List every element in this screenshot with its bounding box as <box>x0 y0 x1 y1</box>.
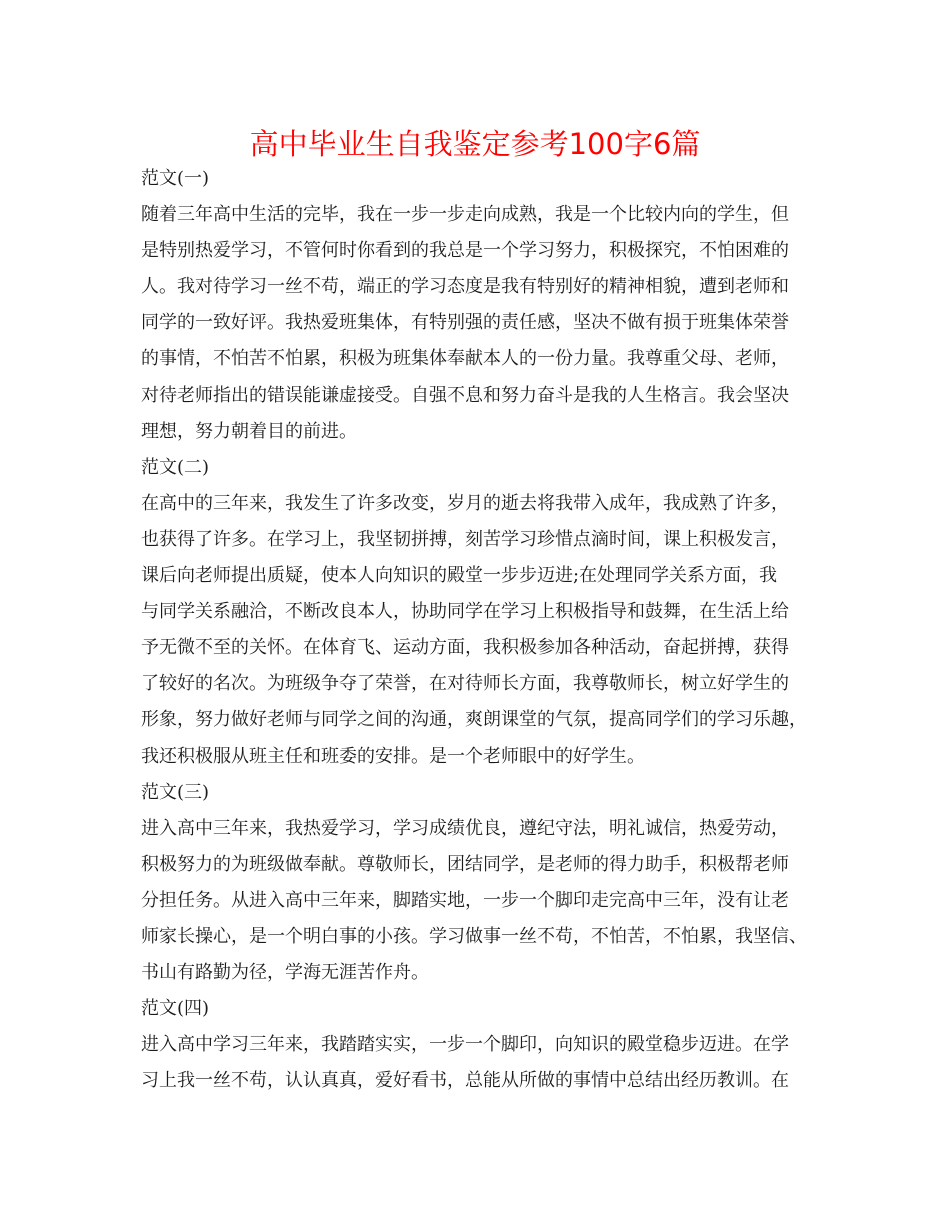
paragraph-line: 了较好的名次。为班级争夺了荣誉，在对待师长方面，我尊敬师长，树立好学生的 <box>141 673 789 695</box>
section-heading: 范文(三) <box>141 781 210 803</box>
section-heading: 范文(一) <box>141 168 210 189</box>
paragraph-line: 也获得了许多。在学习上，我坚韧拼搏，刻苦学习珍惜点滴时间，课上积极发言， <box>141 528 789 550</box>
paragraph-line: 分担任务。从进入高中三年来，脚踏实地，一步一个脚印走完高中三年，没有让老 <box>141 889 789 911</box>
paragraph-line: 课后向老师提出质疑，使本人向知识的殿堂一步步迈进;在处理同学关系方面，我 <box>141 565 778 587</box>
paragraph-line: 与同学关系融洽，不断改良本人，协助同学在学习上积极指导和鼓舞，在生活上给 <box>141 601 789 623</box>
paragraph-line: 随着三年高中生活的完毕，我在一步一步走向成熟，我是一个比较内向的学生，但 <box>141 204 789 226</box>
paragraph-line: 理想，努力朝着目的前进。 <box>141 420 357 442</box>
paragraph-line: 师家长操心，是一个明白事的小孩。学习做事一丝不苟，不怕苦，不怕累，我坚信、 <box>141 925 807 947</box>
paragraph-line: 书山有路勤为径，学海无涯苦作舟。 <box>141 962 429 984</box>
paragraph-line: 习上我一丝不苟，认认真真，爱好看书，总能从所做的事情中总结出经历教训。在 <box>141 1070 789 1092</box>
paragraph-line: 的事情，不怕苦不怕累，积极为班集体奉献本人的一份力量。我尊重父母、老师， <box>141 348 789 370</box>
section-heading: 范文(二) <box>141 456 210 478</box>
paragraph-line: 进入高中学习三年来，我踏踏实实，一步一个脚印，向知识的殿堂稳步迈进。在学 <box>141 1034 789 1056</box>
paragraph-line: 在高中的三年来，我发生了许多改变，岁月的逝去将我带入成年，我成熟了许多， <box>141 492 789 514</box>
paragraph-line: 人。我对待学习一丝不苟，端正的学习态度是我有特别好的精神相貌，遭到老师和 <box>141 276 789 298</box>
paragraph-line: 形象，努力做好老师与同学之间的沟通，爽朗课堂的气氛，提高同学们的学习乐趣， <box>141 709 807 731</box>
paragraph-line: 予无微不至的关怀。在体育飞、运动方面，我积极参加各种活动，奋起拼搏，获得 <box>141 637 789 659</box>
paragraph-line: 同学的一致好评。我热爱班集体，有特别强的责任感，坚决不做有损于班集体荣誉 <box>141 312 789 334</box>
section-heading: 范文(四) <box>141 998 210 1020</box>
paragraph-line: 是特别热爱学习，不管何时你看到的我总是一个学习努力，积极探究，不怕困难的 <box>141 240 789 262</box>
document-title: 高中毕业生自我鉴定参考100字6篇 <box>249 127 701 161</box>
paragraph-line: 积极努力的为班级做奉献。尊敬师长，团结同学，是老师的得力助手，积极帮老师 <box>141 853 789 875</box>
paragraph-line: 对待老师指出的错误能谦虚接受。自强不息和努力奋斗是我的人生格言。我会坚决 <box>141 384 789 406</box>
document-body <box>141 161 831 1099</box>
paragraph-line: 进入高中三年来，我热爱学习，学习成绩优良，遵纪守法，明礼诚信，热爱劳动， <box>141 817 789 839</box>
paragraph-line: 我还积极服从班主任和班委的安排。是一个老师眼中的好学生。 <box>141 745 645 767</box>
